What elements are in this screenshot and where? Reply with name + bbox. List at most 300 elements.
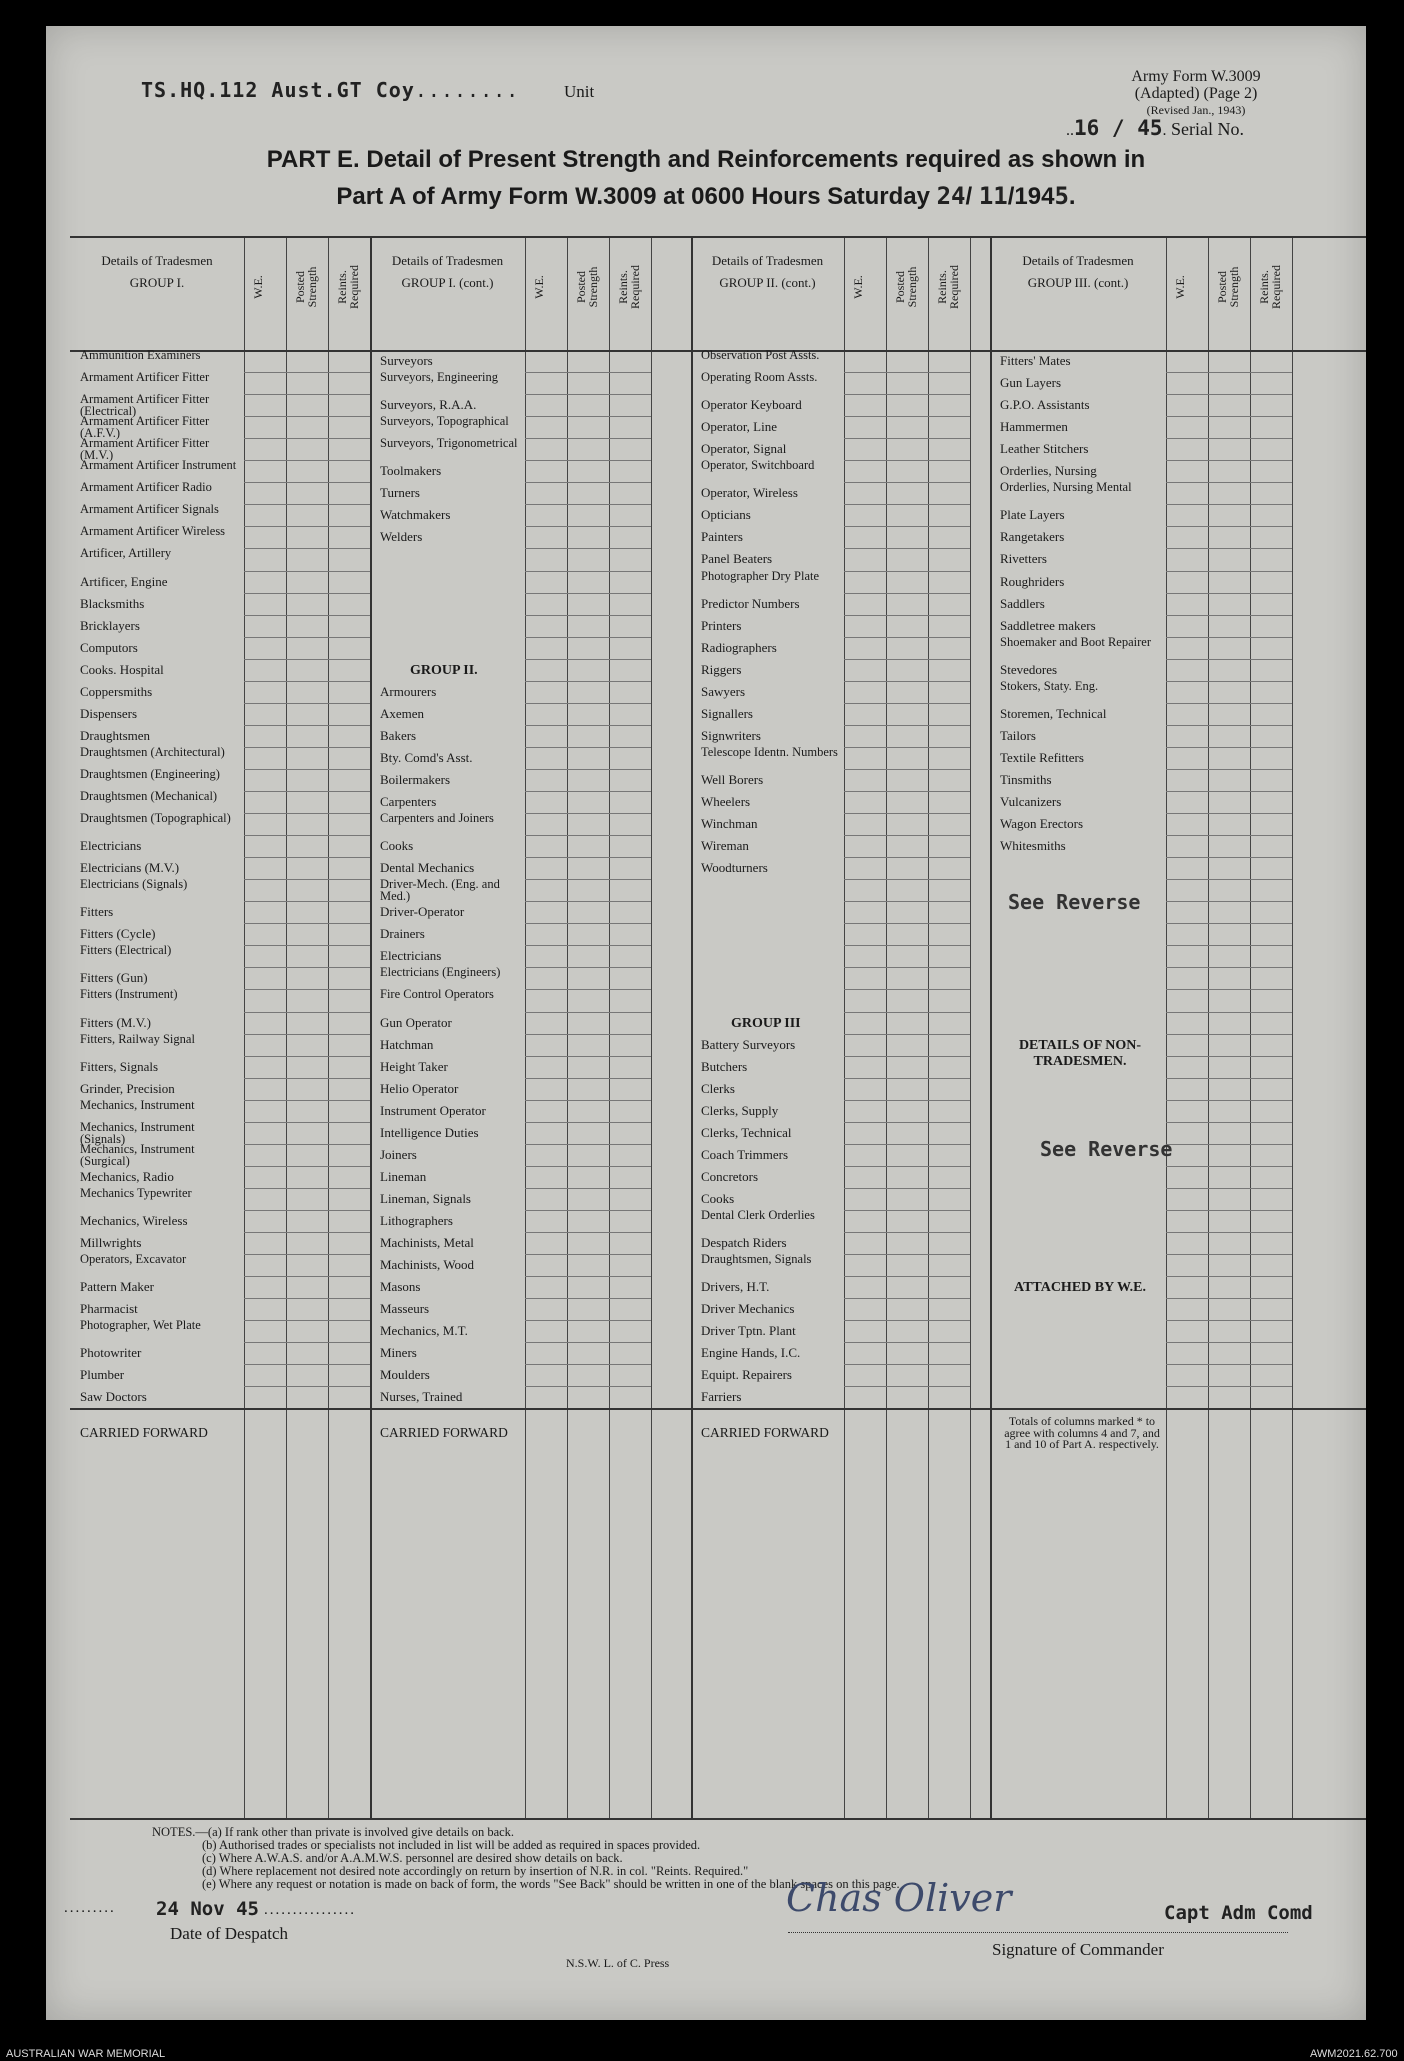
row-rule [1166,923,1292,924]
despatch-date-typed: 24 Nov 45 [156,1898,259,1920]
row-rule [844,593,970,594]
title-year-typed: 5 [1054,182,1069,210]
title-line-2: Part A of Army Form W.3009 at 0600 Hours Saturday 24/ 11/1945. [336,182,1076,210]
row-rule [244,1078,370,1079]
column-block-divider [370,238,372,1818]
row-rule [1166,1276,1292,1277]
trade-row-label: Surveyors, Engineering [380,370,499,385]
row-rule [1166,1122,1292,1123]
trade-row-label: Telescope Identn. Numbers [701,744,838,759]
trade-row-label: Farriers [701,1389,742,1405]
row-rule [244,1386,370,1387]
trade-row-label: Bricklayers [80,617,140,633]
row-rule [844,923,970,924]
row-rule [244,1364,370,1365]
column-divider [651,238,652,1818]
trade-row-label: Roughriders [1000,573,1065,589]
trade-row-label: Mechanics, M.T. [380,1323,468,1339]
row-rule [244,1342,370,1343]
row-rule [844,1166,970,1167]
row-rule [844,769,970,770]
trade-row-label: Welders [380,529,423,545]
see-reverse-stamp-1: See Reverse [1008,890,1141,915]
row-rule [1166,1012,1292,1013]
trade-row-label: Sawyers [701,683,746,699]
row-rule [844,747,970,748]
row-rule [244,967,370,968]
row-rule [844,1034,970,1035]
column-divider [886,238,887,1818]
row-rule [525,1078,651,1079]
group-label: GROUP III. (cont.) [1027,275,1129,290]
trade-row-label: Joiners [380,1146,417,1162]
trade-row-label: Grinder, Precision [80,1080,175,1096]
trade-row-label: Pharmacist [80,1301,138,1317]
row-rule [244,637,370,638]
trade-row-label: Axemen [380,705,425,721]
row-rule [844,1188,970,1189]
trade-row-label: Lithographers [380,1212,453,1228]
row-rule [844,967,970,968]
serial-line: ..16 / 45. Serial No. [1066,116,1244,140]
row-rule [844,526,970,527]
row-rule [244,526,370,527]
row-rule [844,857,970,858]
form-identifier [1086,68,1306,119]
trade-row-label: Engine Hands, I.C. [701,1345,801,1361]
trade-row-label: Mechanics, Instrument (Signals) [80,1119,195,1146]
row-rule [1166,989,1292,990]
trade-row-label: Mechanics, Instrument (Surgical) [80,1141,195,1168]
trade-row-label: Fitters (M.V.) [80,1014,151,1030]
row-rule [525,923,651,924]
carried-forward-rule [70,1408,1366,1410]
form-number: Army Form W.3009 [1131,68,1261,85]
trade-row-label: Clerks, Technical [701,1124,792,1140]
row-rule [525,1320,651,1321]
column-divider [970,238,971,1818]
trade-row-label: Cooks [380,838,414,854]
trade-row-label: Armament Artificer Instrument [80,458,237,473]
trade-row-label: Draughtsmen [80,727,151,743]
caption-left: AUSTRALIAN WAR MEMORIAL [6,2048,166,2060]
row-rule [1166,681,1292,682]
trade-row-label: Armament Artificer Radio [80,480,212,495]
trade-row-label: Carpenters [380,794,437,809]
row-rule [244,835,370,836]
trade-row-label: Armament Artificer Fitter (M.V.) [80,436,210,463]
form-adapted: (Adapted) (Page 2) [1134,85,1258,102]
row-rule [525,1298,651,1299]
trade-row-label: Shoemaker and Boot Repairer [1000,634,1151,649]
column-header-we: W.E. [251,275,265,299]
row-rule [525,438,651,439]
row-rule [244,1320,370,1321]
trade-row-label: Vulcanizers [1000,794,1062,809]
column-divider [1250,238,1251,1818]
trade-row-label: Coppersmiths [80,683,153,699]
trade-row-label: Mechanics Typewriter [80,1185,192,1200]
row-rule [525,372,651,373]
row-rule [525,725,651,726]
group-label: GROUP I. (cont.) [401,275,494,290]
column-divider [567,238,568,1818]
group-heading: DETAILS OF NON-TRADESMEN. [1018,1037,1142,1069]
trade-row-label: Plumber [80,1367,125,1383]
trade-row-label: Artificer, Artillery [80,546,172,561]
row-rule [244,615,370,616]
row-rule [1166,1232,1292,1233]
trade-row-label: Saddletree makers [1000,617,1096,633]
carried-forward-label: CARRIED FORWARD [701,1425,829,1441]
trade-row-label: Painters [701,529,743,545]
trade-row-label: Printers [701,617,742,633]
row-rule [244,1056,370,1057]
trade-row-label: Mechanics, Wireless [80,1212,188,1228]
trade-row-label: Battery Surveyors [701,1036,796,1052]
trade-row-label: Nurses, Trained [380,1389,463,1405]
trade-row-label: Toolmakers [380,463,442,479]
row-rule [1166,703,1292,704]
row-rule [244,1122,370,1123]
trade-row-label: Driver Tptn. Plant [701,1323,796,1339]
title-day: 24 [936,182,966,210]
trade-row-label: Storemen, Technical [1000,705,1107,721]
title-month: 11 [978,182,1008,210]
trade-row-label: Coach Trimmers [701,1146,789,1162]
row-rule [844,901,970,902]
trade-row-label: Blacksmiths [80,595,145,611]
form-page [46,26,1366,2020]
trade-row-label: Driver-Operator [380,904,465,920]
trade-row-label: Draughtsmen (Topographical) [80,811,231,826]
trade-row-label: Pattern Maker [80,1279,155,1295]
trade-row-label: Stokers, Staty. Eng. [1000,678,1099,693]
row-rule [844,989,970,990]
trade-row-label: Photographer, Wet Plate [80,1318,201,1333]
trade-row-label: Masseurs [380,1301,430,1317]
trade-row-label: Electricians (Signals) [80,877,188,892]
row-rule [844,835,970,836]
row-rule [525,526,651,527]
row-rule [244,879,370,880]
unit-label: Unit [564,82,595,101]
trade-row-label: Machinists, Wood [380,1257,475,1273]
row-rule [244,989,370,990]
column-header-posted: Posted Strength [1215,266,1241,308]
row-rule [525,989,651,990]
column-header-details [695,254,840,290]
trade-row-label: Operator, Switchboard [701,458,815,473]
row-rule [244,1188,370,1189]
row-rule [244,1254,370,1255]
row-rule [525,769,651,770]
row-rule [1166,526,1292,527]
row-rule [244,372,370,373]
row-rule [525,548,651,549]
printer-line: N.S.W. L. of C. Press [566,1956,670,1970]
row-rule [844,681,970,682]
trade-row-label: Signwriters [701,727,761,743]
trade-row-label: Armament Artificer Signals [80,502,219,517]
column-divider [609,238,610,1818]
row-rule [1166,1034,1292,1035]
trade-row-label: Photographer Dry Plate [701,568,820,583]
carried-forward-label: CARRIED FORWARD [80,1425,208,1441]
row-rule [1166,1144,1292,1145]
details-label: Details of Tradesmen [1022,253,1134,268]
commander-label: Signature of Commander [992,1940,1164,1959]
trade-row-label: Electricians [80,838,142,854]
row-rule [1166,571,1292,572]
column-header-posted: Posted Strength [893,266,919,308]
row-rule [244,1012,370,1013]
trade-row-label: Cooks [701,1190,735,1206]
row-rule [844,1342,970,1343]
row-rule [525,835,651,836]
trade-row-label: Orderlies, Nursing Mental [1000,480,1132,495]
row-rule [244,571,370,572]
note-e: (e) Where any request or notation is made on back of form, the words "See Back" should be written in one of the blank spaces on this page. [202,1877,900,1891]
row-rule [1166,1188,1292,1189]
row-rule [525,1188,651,1189]
trade-row-label: Despatch Riders [701,1235,787,1250]
row-rule [1166,1298,1292,1299]
row-rule [1166,1254,1292,1255]
row-rule [1166,1320,1292,1321]
trade-row-label: Watchmakers [380,507,451,523]
trade-row-label: Wagon Erectors [1000,816,1084,832]
column-header-reints: Reints. Required [335,265,361,309]
row-rule [1166,857,1292,858]
row-rule [244,791,370,792]
column-header-we: W.E. [1173,275,1187,299]
row-rule [844,416,970,417]
despatch-label: Date of Despatch [170,1924,289,1943]
column-divider [1166,238,1167,1818]
row-rule [525,747,651,748]
row-rule [525,1100,651,1101]
row-rule [244,1298,370,1299]
trade-row-label: Armament Artificer Fitter [80,370,210,385]
column-header-reints: Reints. Required [616,265,642,309]
row-rule [844,460,970,461]
trade-row-label: Fitters (Cycle) [80,926,156,942]
trade-row-label: Rangetakers [1000,529,1065,545]
totals-note: Totals of columns marked * to agree with columns 4 and 7, and 1 and 10 of Part A. respectively. [1004,1414,1160,1452]
trade-row-label: Saddlers [1000,595,1045,611]
column-block-divider [990,238,992,1818]
trade-row-label: Equipt. Repairers [701,1367,792,1383]
column-header-details [74,254,240,290]
see-reverse-stamp-2: See Reverse [1040,1137,1173,1162]
column-divider [328,238,329,1818]
trade-row-label: Observation Post Assts. [701,348,820,362]
trade-row-label: Draughtsmen (Mechanical) [80,789,218,803]
row-rule [244,504,370,505]
row-rule [1166,416,1292,417]
serial-typed: 16 / 45 [1074,116,1163,140]
row-rule [844,879,970,880]
trade-row-label: Height Taker [380,1058,448,1074]
note-a: NOTES.—(a) If rank other than private is involved give details on back. [152,1825,515,1839]
row-rule [525,659,651,660]
row-rule [244,945,370,946]
row-rule [525,615,651,616]
group-label: GROUP I. [129,275,185,290]
note-d: (d) Where replacement not desired note accordingly on return by insertion of N.R. in col. "Reints. Required." [202,1864,749,1878]
row-rule [525,571,651,572]
row-rule [244,438,370,439]
row-rule [244,901,370,902]
row-rule [844,637,970,638]
row-rule [244,681,370,682]
row-rule [525,857,651,858]
trade-row-label: Surveyors [380,353,433,368]
row-rule [1166,394,1292,395]
row-rule [1166,1056,1292,1057]
row-rule [525,1122,651,1123]
row-rule [244,416,370,417]
trade-row-label: Fire Control Operators [380,987,494,1002]
row-rule [1166,879,1292,880]
group-heading: GROUP II. [410,662,478,678]
column-header-we: W.E. [851,275,865,299]
trade-row-label: Operators, Excavator [80,1252,187,1267]
trade-row-label: Armament Artificer Fitter (Electrical) [80,392,210,419]
row-rule [244,1144,370,1145]
note-b: (b) Authorised trades or specialists not included in list will be added as required in spaces provided. [202,1838,701,1852]
row-rule [1166,769,1292,770]
trade-row-label: Bty. Comd's Asst. [380,749,473,765]
trade-row-label: Operator, Wireless [701,485,798,501]
trade-row-label: Orderlies, Nursing [1000,463,1097,479]
trade-row-label: Fitters, Signals [80,1058,159,1074]
trade-row-label: Fitters (Instrument) [80,987,178,1002]
row-rule [244,1232,370,1233]
trade-row-label: Leather Stitchers [1000,441,1089,457]
row-rule [244,1100,370,1101]
row-rule [244,923,370,924]
row-rule [525,394,651,395]
row-rule [1166,548,1292,549]
trade-row-label: Rivetters [1000,551,1047,567]
trade-row-label: Armourers [380,683,437,699]
trade-row-label: Operator, Signal [701,441,787,457]
unit-typed: TS.HQ.112 Aust.GT Coy........ [141,78,520,102]
row-rule [525,901,651,902]
trade-row-label: Carpenters and Joiners [380,811,494,826]
row-rule [1166,482,1292,483]
trade-row-label: Miners [380,1345,417,1361]
row-rule [525,1364,651,1365]
row-rule [1166,1100,1292,1101]
trade-row-label: Computors [80,639,138,655]
row-rule [244,482,370,483]
row-rule [1166,1166,1292,1167]
row-rule [525,482,651,483]
row-rule [525,945,651,946]
row-rule [525,703,651,704]
row-rule [244,593,370,594]
row-rule [844,504,970,505]
row-rule [244,703,370,704]
row-rule [1166,460,1292,461]
column-header-reints: Reints. Required [1257,265,1283,309]
trade-row-label: Fitters (Electrical) [80,943,172,958]
row-rule [244,1276,370,1277]
column-divider [286,238,287,1818]
row-rule [244,747,370,748]
trade-row-label: Photowriter [80,1345,142,1361]
row-rule [1166,438,1292,439]
row-rule [525,967,651,968]
row-rule [844,1144,970,1145]
trade-row-label: Instrument Operator [380,1102,486,1118]
trade-row-label: Drivers, H.T. [701,1279,770,1295]
trade-row-label: Well Borers [701,771,764,787]
column-divider [1292,238,1293,1818]
row-rule [844,1122,970,1123]
row-rule [844,1100,970,1101]
row-rule [844,1364,970,1365]
row-rule [244,813,370,814]
trade-row-label: Cooks. Hospital [80,661,164,677]
row-rule [1166,659,1292,660]
row-rule [1166,637,1292,638]
trade-row-label: Armament Artificer Wireless [80,524,226,539]
form-revised: (Revised Jan., 1943) [1146,103,1246,117]
trade-row-label: Helio Operator [380,1080,459,1096]
row-rule [1166,945,1292,946]
row-rule [525,1210,651,1211]
column-header-posted: Posted Strength [574,266,600,308]
trade-row-label: Drainers [380,926,425,942]
row-rule [1166,1364,1292,1365]
trade-row-label: Operator, Line [701,419,778,435]
row-rule [844,482,970,483]
row-rule [525,1144,651,1145]
trade-row-label: Lineman, Signals [380,1190,471,1206]
trade-row-label: Whitesmiths [1000,838,1066,854]
row-rule [525,1034,651,1035]
trade-row-label: Dental Mechanics [380,860,475,876]
column-divider [244,238,245,1818]
row-rule [844,1320,970,1321]
row-rule [844,1298,970,1299]
row-rule [525,460,651,461]
trade-row-label: Textile Refitters [1000,749,1084,765]
row-rule [844,372,970,373]
trade-row-label: Surveyors, Trigonometrical [380,436,518,451]
row-rule [244,725,370,726]
trade-row-label: Operator Keyboard [701,397,802,413]
trade-row-label: Millwrights [80,1235,142,1250]
row-rule [844,1386,970,1387]
row-rule [244,659,370,660]
trade-row-label: Signallers [701,705,753,721]
row-rule [525,1166,651,1167]
row-rule [525,1012,651,1013]
trade-row-label: Hammermen [1000,419,1068,435]
trade-row-label: Woodturners [701,860,768,876]
row-rule [1166,372,1292,373]
trade-row-label: Surveyors, R.A.A. [380,397,477,413]
trade-row-label: Armament Artificer Fitter (A.F.V.) [80,414,210,441]
row-rule [844,1232,970,1233]
trade-row-label: Lineman [380,1168,427,1184]
trade-row-label: Surveyors, Topographical [380,414,509,429]
